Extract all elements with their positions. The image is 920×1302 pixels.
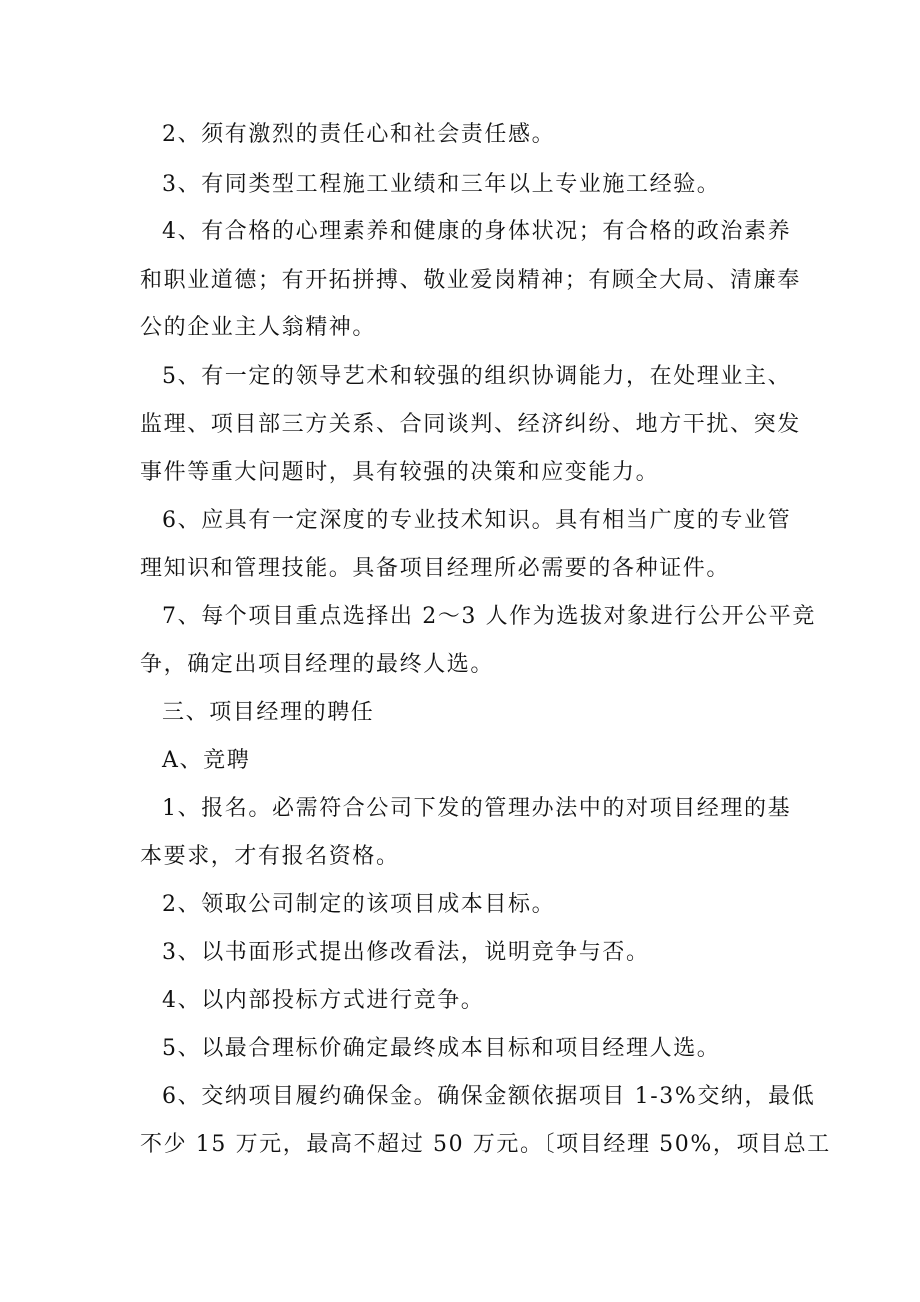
paragraph-line: 7、每个项目重点选择出 2～3 人作为选拔对象进行公开公平竞 [162,604,816,629]
paragraph-line: 5、有一定的领导艺术和较强的组织协调能力，在处理业主、 [162,364,792,389]
paragraph-line: 本要求，才有报名资格。 [140,844,400,869]
paragraph-line: 6、应具有一定深度的专业技术知识。具有相当广度的专业管 [162,508,792,533]
paragraph-line: 和职业道德；有开拓拼搏、敬业爱岗精神；有顾全大局、清廉奉 [140,268,801,293]
paragraph-line: 4、有合格的心理素养和健康的身体状况；有合格的政治素养 [162,219,792,244]
paragraph-line: 1、报名。必需符合公司下发的管理办法中的对项目经理的基 [162,796,792,821]
paragraph-line: 2、须有激烈的责任心和社会责任感。 [162,122,556,147]
paragraph-line: 2、领取公司制定的该项目成本目标。 [162,892,556,917]
paragraph-line: 4、以内部投标方式进行竞争。 [162,988,485,1013]
paragraph-line: 3、有同类型工程施工业绩和三年以上专业施工经验。 [162,172,721,197]
paragraph-line: 争，确定出项目经理的最终人选。 [140,652,495,677]
paragraph-line: 事件等重大问题时，具有较强的决策和应变能力。 [140,460,660,485]
paragraph-line: 不少 15 万元，最高不超过 50 万元。〔项目经理 50%，项目总工 [140,1132,831,1157]
paragraph-line: 3、以书面形式提出修改看法，说明竞争与否。 [162,940,650,965]
paragraph-line: 理知识和管理技能。具备项目经理所必需要的各种证件。 [140,556,731,581]
paragraph-line: 监理、项目部三方关系、合同谈判、经济纠纷、地方干扰、突发 [140,412,801,437]
paragraph-line: 5、以最合理标价确定最终成本目标和项目经理人选。 [162,1036,721,1061]
paragraph-line: 公的企业主人翁精神。 [140,315,377,340]
section-heading: 三、项目经理的聘任 [162,700,375,725]
paragraph-line: 6、交纳项目履约确保金。确保金额依据项目 1-3%交纳，最低 [162,1084,816,1109]
subsection-heading: A、竞聘 [162,748,251,773]
